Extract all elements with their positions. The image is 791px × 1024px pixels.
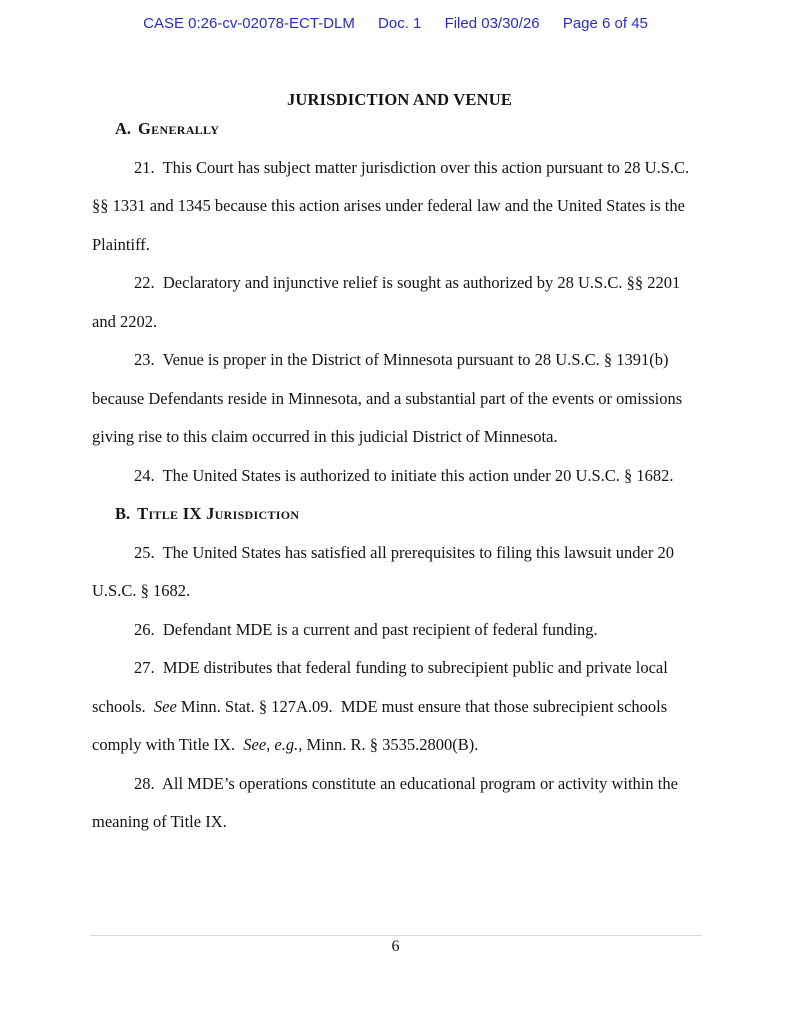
paragraph-28: 28. All MDE’s operations constitute an educational program or activity within the meaning of Title IX.	[92, 773, 683, 831]
section-b-letter: B.	[115, 504, 131, 523]
footer-divider	[90, 935, 702, 936]
section-b-label: Title IX Jurisdiction	[137, 504, 300, 523]
page-count: Page 6 of 45	[562, 15, 648, 32]
paragraph-24: 24. The United States is authorized to initiate this action under 20 U.S.C. § 1682.	[134, 465, 674, 485]
paragraph-21: 21. This Court has subject matter jurisdiction over this action pursuant to 28 U.S.C. §§ 1331 and 1345 because this action arises under federal law and the United States is the Plaintiff.	[92, 157, 694, 254]
section-a-label: Generally	[138, 119, 220, 138]
filed-date: Filed 03/30/26	[444, 15, 540, 32]
court-stamp-header	[0, 0, 791, 33]
page-number: 6	[391, 938, 400, 955]
paragraph-23: 23. Venue is proper in the District of Minnesota pursuant to 28 U.S.C. § 1391(b) because Defendants reside in Minnesota, and a substantial part of the events or omissions giving rise to this claim occurred in this judicial District of Minnesota.	[92, 350, 687, 446]
section-heading-b	[115, 495, 707, 534]
doc-number: Doc. 1	[378, 15, 422, 32]
paragraph-25: 25. The United States has satisfied all prerequisites to filing this lawsuit under 20 U.S.C. § 1682.	[92, 542, 679, 600]
paragraph-26: 26. Defendant MDE is a current and past recipient of federal funding.	[134, 619, 598, 639]
section-a-letter: A.	[115, 119, 132, 138]
paragraph-22: 22. Declaratory and injunctive relief is sought as authorized by 28 U.S.C. §§ 2201 and 2202.	[92, 273, 685, 331]
paragraph-27: 27. MDE distributes that federal funding to subrecipient public and private local schools. See Minn. Stat. § 127A.09. MDE must ensure that those subrecipient schools comply with Title IX. See, e.g., Minn. R. § 3535.2800(B).	[92, 658, 672, 754]
case-number: CASE 0:26-cv-02078-ECT-DLM	[143, 15, 355, 32]
section-heading-a	[115, 110, 707, 149]
document-body	[92, 89, 707, 842]
document-title: JURISDICTION AND VENUE	[286, 90, 513, 109]
